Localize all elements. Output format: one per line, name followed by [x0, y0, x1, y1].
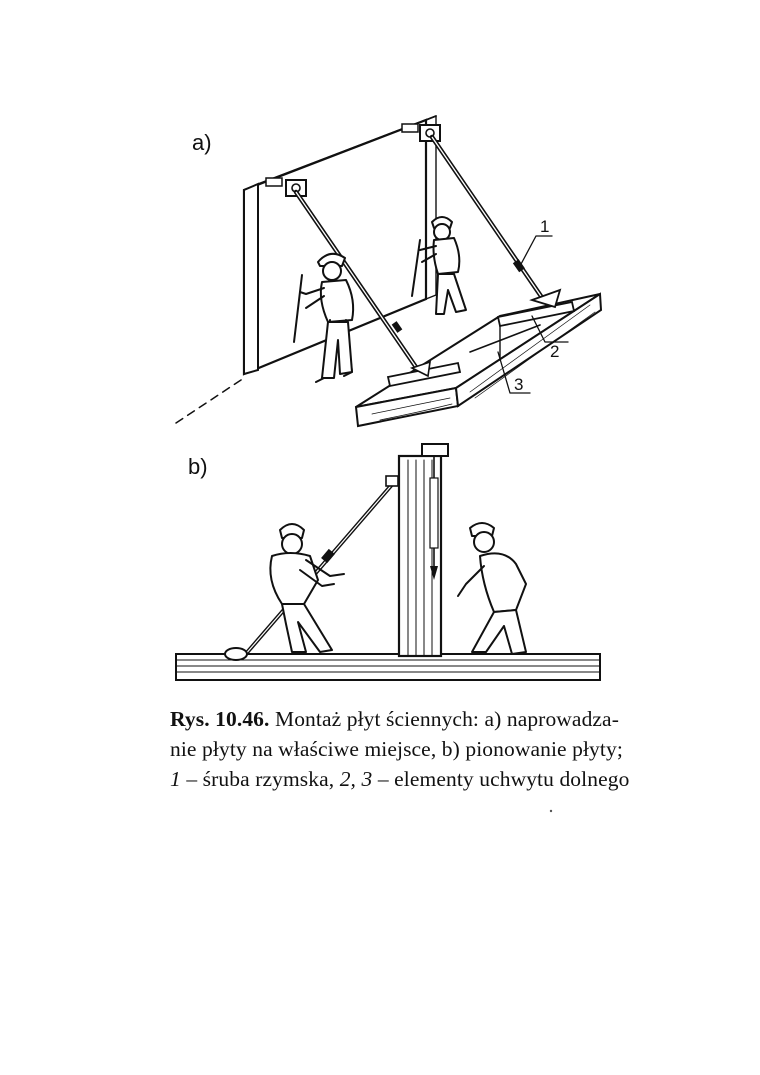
floor-guideline [176, 378, 244, 423]
panel-a-drawing [176, 116, 601, 426]
caption-line-3 [170, 764, 730, 794]
callout-1 [520, 217, 552, 266]
figure-caption [170, 704, 730, 794]
worker-right-b [458, 523, 526, 654]
floor-anchor [225, 648, 247, 660]
callout-1-number: 1 [540, 217, 550, 236]
caption-line-2: nie płyty na właściwe miejsce, b) pionowanie płyty; [170, 737, 623, 761]
callout-2-number: 2 [550, 342, 560, 361]
legend-text-2: – elementy uchwytu dolnego [372, 767, 630, 791]
callout-3-number: 3 [514, 375, 524, 394]
legend-number-1: 1 [170, 767, 181, 791]
caption-line-1 [170, 704, 730, 734]
top-clamp-right [420, 125, 440, 141]
panel-a-label: a) [192, 130, 212, 155]
legend-text-1: – śruba rzymska, [180, 767, 340, 791]
caption-line-1-text: Montaż płyt ściennych: a) naprowadza- [269, 707, 619, 731]
vertical-wall-panel [399, 444, 448, 656]
panel-b-label: b) [188, 454, 208, 479]
scan-speck [550, 810, 552, 812]
panel-b-drawing [176, 444, 600, 680]
legend-numbers-2-3: 2, 3 [339, 767, 373, 791]
worker-left-b [270, 524, 344, 652]
figure-reference: Rys. 10.46. [170, 707, 270, 731]
